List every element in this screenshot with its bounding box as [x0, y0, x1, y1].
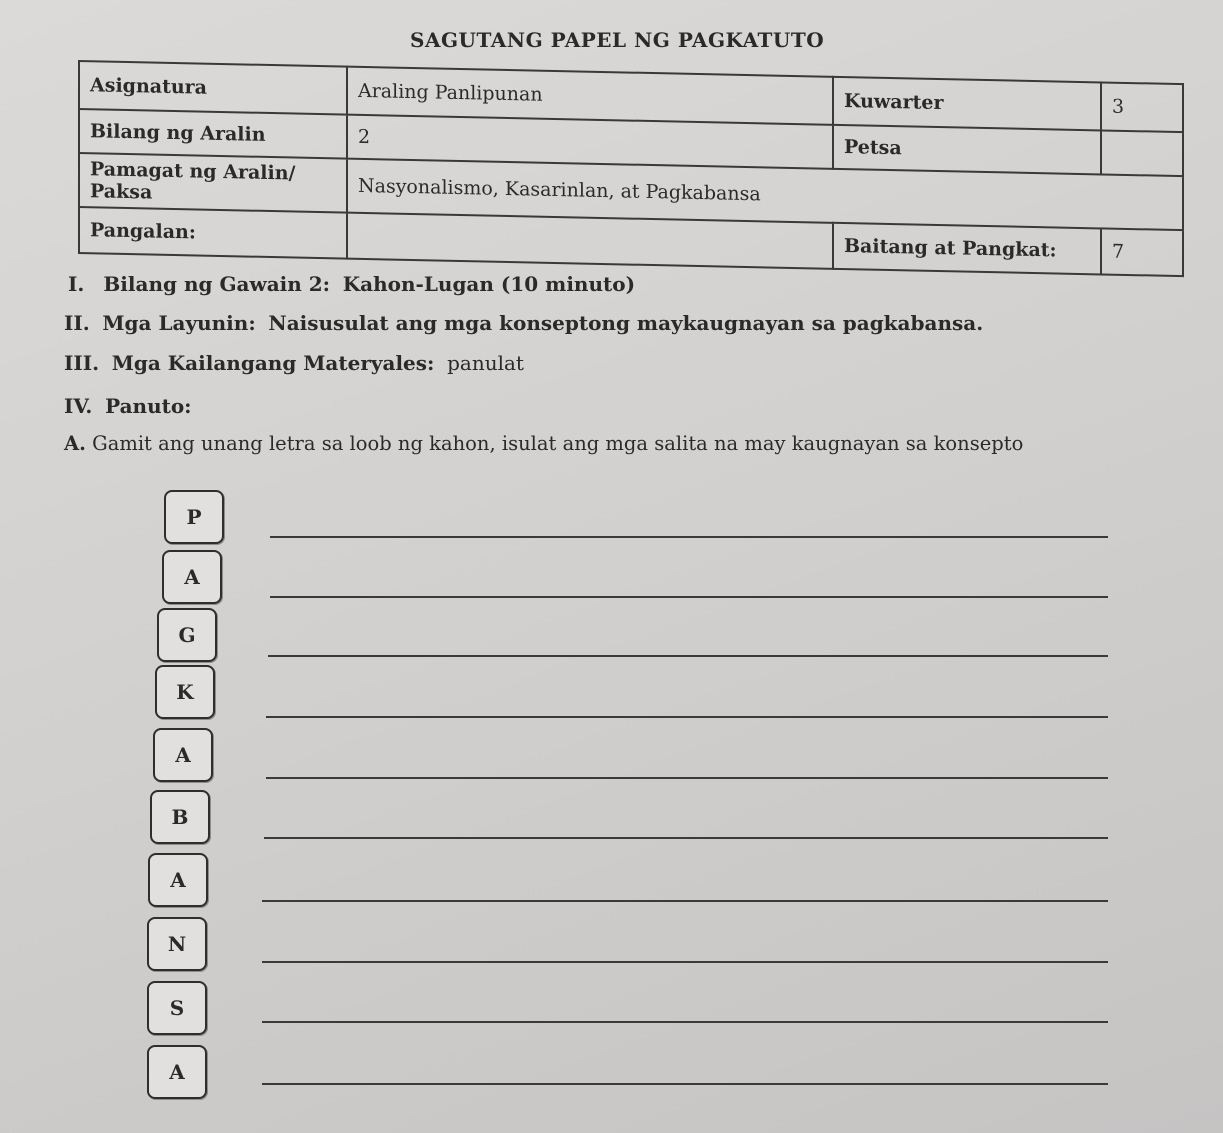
letter-row — [0, 490, 1223, 550]
section-panuto — [64, 394, 192, 418]
letter-box: G — [157, 608, 217, 662]
letter-box: S — [147, 981, 207, 1035]
section-num: III. — [64, 351, 100, 375]
section-label: Panuto: — [105, 394, 192, 418]
letter-box: P — [164, 490, 224, 544]
petsa-value — [1101, 130, 1183, 176]
section-layunin — [64, 311, 983, 335]
baitang-value: 7 — [1101, 228, 1183, 276]
letter-box: K — [155, 665, 215, 719]
pamagat-label: Pamagat ng Aralin/ Paksa — [79, 153, 347, 213]
petsa-label: Petsa — [833, 125, 1101, 175]
answer-line[interactable] — [262, 1083, 1108, 1085]
pangalan-value — [347, 213, 833, 269]
section-text: Kahon-Lugan (10 minuto) — [342, 272, 636, 296]
kuwarter-label: Kuwarter — [833, 77, 1101, 131]
bilang-label: Bilang ng Aralin — [79, 109, 347, 159]
info-table — [78, 60, 1184, 277]
answer-line[interactable] — [262, 1021, 1108, 1023]
section-label: Bilang ng Gawain 2: — [103, 272, 331, 296]
asignatura-value: Araling Panlipunan — [347, 67, 833, 125]
kuwarter-value: 3 — [1101, 82, 1183, 132]
answer-line[interactable] — [270, 596, 1108, 598]
page-title: SAGUTANG PAPEL NG PAGKATUTO — [410, 28, 825, 52]
section-text: Naisusulat ang mga konseptong maykaugnayan sa pagkabansa. — [268, 311, 984, 335]
instruction-a — [64, 432, 1023, 455]
letter-box: A — [148, 853, 208, 907]
answer-line[interactable] — [262, 900, 1108, 902]
baitang-label: Baitang at Pangkat: — [833, 223, 1101, 275]
letter-row — [0, 665, 1223, 725]
letter-box: B — [150, 790, 210, 844]
letter-row — [0, 550, 1223, 610]
instruction-text: Gamit ang unang letra sa loob ng kahon, isulat ang mga salita na may kaugnayan sa konsepto — [92, 432, 1024, 455]
answer-line[interactable] — [262, 961, 1108, 963]
bilang-value: 2 — [347, 115, 833, 169]
letter-row — [0, 790, 1223, 850]
letter-row — [0, 1045, 1223, 1105]
letter-box: A — [162, 550, 222, 604]
section-label: Mga Layunin: — [102, 311, 256, 335]
instruction-num: A. — [64, 432, 86, 455]
letter-box: A — [147, 1045, 207, 1099]
section-gawain — [68, 272, 635, 296]
section-text: panulat — [447, 351, 524, 375]
letter-row — [0, 853, 1223, 913]
letter-box: A — [153, 728, 213, 782]
section-num: IV. — [64, 394, 93, 418]
section-materyales — [64, 351, 524, 375]
letter-row — [0, 917, 1223, 977]
section-num: I. — [68, 272, 85, 296]
answer-line[interactable] — [264, 837, 1108, 839]
asignatura-label: Asignatura — [79, 61, 347, 115]
answer-line[interactable] — [270, 536, 1108, 538]
answer-line[interactable] — [266, 777, 1108, 779]
letter-row — [0, 608, 1223, 668]
answer-line[interactable] — [268, 655, 1108, 657]
letter-box: N — [147, 917, 207, 971]
pangalan-label: Pangalan: — [79, 207, 347, 259]
letter-row — [0, 981, 1223, 1041]
section-label: Mga Kailangang Materyales: — [111, 351, 435, 375]
letter-row — [0, 728, 1223, 788]
answer-line[interactable] — [266, 716, 1108, 718]
section-num: II. — [64, 311, 90, 335]
pamagat-value: Nasyonalismo, Kasarinlan, at Pagkabansa — [347, 159, 1183, 231]
